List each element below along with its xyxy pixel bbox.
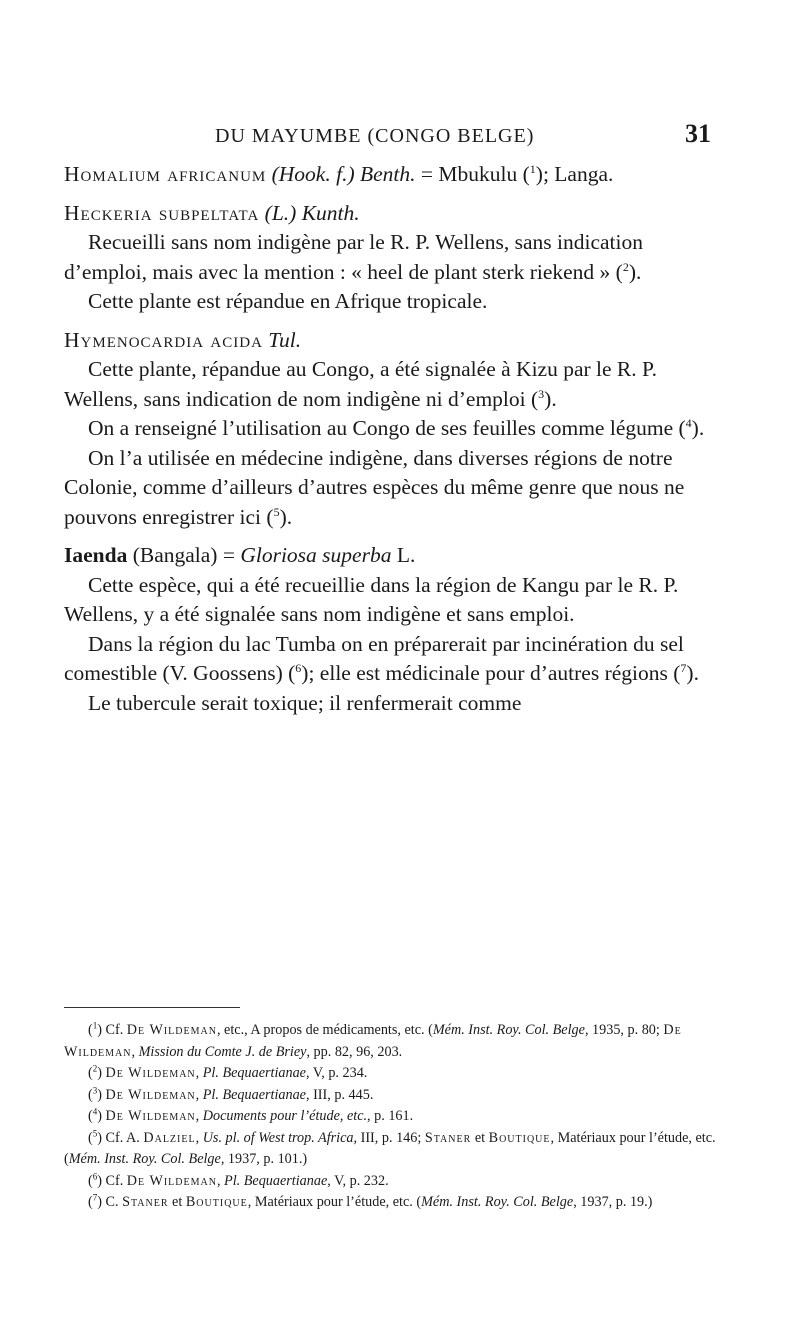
footnotes (64, 1020, 730, 1214)
footnote-ref: 5 (273, 504, 280, 519)
vernacular-headword: Iaenda (64, 543, 128, 567)
footnote: ($^7$) C. Staner et Boutique, Matériaux pour l’étude, etc. (Mém. Inst. Roy. Col. Belge, 1937, p. 19.) (88, 1192, 653, 1210)
entry-homalium (64, 160, 730, 190)
species-name: Hymenocardia acida (64, 327, 263, 352)
entry-iaenda-heading: Iaenda (Bangala) = Gloriosa superba L. (64, 543, 416, 567)
paragraph: Cette espèce, qui a été recueillie dans la région de Kangu par le R. P. Wellens, y a été signalée sans nom indigène et sans emploi. (64, 572, 679, 626)
species-name: Heckeria subpeltata (64, 200, 260, 225)
species-authority: Tul. (268, 327, 302, 352)
paragraph: On l’a utilisée en médecine indigène, dans diverses régions de notre Colonie, comme d’ailleurs d’autres espèces du même genre que nous ne pouvons enregistrer ici ($^5$). (64, 445, 685, 529)
footnote-ref: 1 (529, 161, 536, 176)
paragraph: Cette plante, répandue au Congo, a été signalée à Kizu par le R. P. Wellens, sans indication de nom indigène ni d’emploi ($^3$). (64, 357, 657, 411)
species-name: Homalium africanum (64, 162, 267, 186)
species-synonym: Gloriosa superba (240, 543, 392, 567)
paragraph: Dans la région du lac Tumba on en préparerait par incinération du sel comestible (V. Goossens) ($^6$); elle est médicinale pour d’autres régions ($^7$). (64, 631, 699, 685)
footnote-divider (64, 1007, 240, 1008)
footnote: ($^5$) Cf. A. Dalziel, Us. pl. of West trop. Africa, III, p. 146; Staner et Boutique, Matériaux pour l’étude, etc. (Mém. Inst. Roy. Col. Belge, 1937, p. 101.) (64, 1127, 716, 1167)
paragraph: Recueilli sans nom indigène par le R. P. Wellens, sans indication d’emploi, mais avec la mention : « heel de plant sterk riekend » ($^2$). (64, 230, 643, 284)
footnote: ($^4$) De Wildeman, Documents pour l’étude, etc., p. 161. (88, 1106, 414, 1124)
running-title: DU MAYUMBE (CONGO BELGE) (215, 125, 535, 147)
footnote: ($^2$) De Wildeman, Pl. Bequaertianae, V, p. 234. (88, 1063, 368, 1081)
main-text (64, 160, 730, 718)
paragraph: Cette plante est répandue en Afrique tropicale. (88, 289, 488, 313)
footnote: ($^1$) Cf. De Wildeman, etc., A propos de médicaments, etc. (Mém. Inst. Roy. Col. Belge, 1935, p. 80; De Wildeman, Mission du Comte J. de Briey, pp. 82, 96, 203. (64, 1020, 682, 1060)
species-authority: L. (391, 543, 416, 567)
footnote: ($^3$) De Wildeman, Pl. Bequaertianae, III, p. 445. (88, 1084, 374, 1103)
page-number: 31 (685, 119, 711, 148)
paragraph: Le tubercule serait toxique; il renfermerait comme (88, 690, 522, 715)
footnote-ref: 2 (622, 259, 629, 274)
footnote-ref: 4 (685, 415, 692, 430)
entry-hymenocardia-heading (64, 326, 730, 356)
entry-text: ); Langa. (535, 162, 614, 186)
footnote-ref: 3 (538, 386, 545, 401)
vernacular-name: = Mbukulu ( (415, 162, 530, 186)
species-authority: (Hook. f.) Benth. (271, 162, 416, 186)
entry-heckeria-heading (64, 199, 730, 229)
running-header (215, 119, 711, 155)
species-authority: (L.) Kunth. (264, 200, 360, 225)
footnote: ($^6$) Cf. De Wildeman, Pl. Bequaertianae, V, p. 232. (88, 1170, 389, 1189)
footnote-ref: 7 (680, 660, 687, 675)
paragraph: On a renseigné l’utilisation au Congo de ses feuilles comme légume ($^4$). (88, 415, 705, 440)
footnote-ref: 6 (295, 660, 302, 675)
